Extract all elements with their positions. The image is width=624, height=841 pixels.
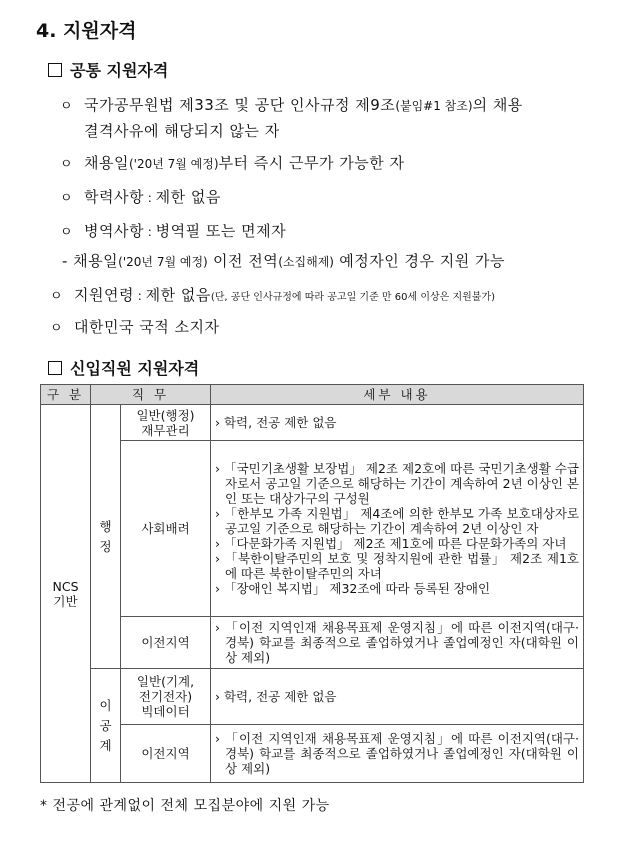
checkbox-square-icon (48, 361, 62, 375)
detail-cell: › 「이전 지역인재 채용목표제 운영지침」에 따른 이전지역(대구·경북) 학교를 최종적으로 졸업하였거나 졸업예정인 자(대학원 이상 제외) (211, 725, 584, 783)
section-title: 4. 지원자격 (36, 20, 137, 42)
newhire-heading: 신입직원 지원자격 (48, 356, 199, 379)
detail-cell: › 학력, 전공 제한 없음 (211, 405, 584, 441)
detail-cell: › 「이전 지역인재 채용목표제 운영지침」에 따른 이전지역(대구·경북) 학교를 최종적으로 졸업하였거나 졸업예정인 자(대학원 이상 제외) (211, 617, 584, 669)
detail-arrow-icon: › (215, 551, 225, 566)
job-cell: 이전지역 (121, 725, 211, 783)
detail-arrow-icon: › (215, 581, 224, 596)
detail-arrow-icon: › (215, 689, 224, 704)
header-job: 직 무 (91, 385, 211, 405)
common-item-age: ㅇ 지원연령 : 제한 없음(단, 공단 인사규정에 따라 공고일 기준 만 60세 이상은 지원불가) (50, 286, 496, 304)
job-cell: 일반(행정) 재무관리 (121, 405, 211, 441)
common-item-3: ㅇ 학력사항 : 제한 없음 (60, 188, 221, 206)
common-item-4: ㅇ 병역사항 : 병역필 또는 면제자 (60, 222, 287, 240)
detail-arrow-icon: › (215, 506, 225, 521)
footnote: * 전공에 관계없이 전체 모집분야에 지원 가능 (40, 798, 330, 814)
subgroup-admin: 행 정 (91, 405, 121, 669)
checkbox-square-icon (48, 63, 62, 77)
common-item-1-line2: 결격사유에 해당되지 않는 자 (84, 122, 280, 140)
circle-bullet-icon: ㅇ (50, 321, 64, 336)
common-item-nationality: ㅇ 대한민국 국적 소지자 (50, 318, 220, 336)
common-sub-item: - 채용일('20년 7월 예정) 이전 전역(소집해제) 예정자인 경우 지원 가능 (62, 252, 505, 270)
subgroup-engineering: 이 공 계 (91, 669, 121, 783)
circle-bullet-icon: ㅇ (60, 157, 74, 172)
detail-arrow-icon: › (215, 415, 224, 430)
detail-arrow-icon: › (215, 461, 225, 476)
qualification-table (40, 384, 584, 783)
detail-cell: › 학력, 전공 제한 없음 (211, 669, 584, 725)
group-ncs: NCS 기반 (41, 405, 91, 783)
circle-bullet-icon: ㅇ (60, 99, 74, 114)
header-category: 구 분 (41, 385, 91, 405)
detail-arrow-icon: › (215, 731, 226, 746)
common-item-1: ㅇ 국가공무원법 제33조 및 공단 인사규정 제9조(붙임#1 참조)의 채용 (60, 96, 523, 114)
job-cell: 이전지역 (121, 617, 211, 669)
job-cell: 일반(기계, 전기전자) 빅데이터 (121, 669, 211, 725)
header-details: 세부 내용 (211, 385, 584, 405)
circle-bullet-icon: ㅇ (60, 191, 74, 206)
circle-bullet-icon: ㅇ (60, 225, 74, 240)
circle-bullet-icon: ㅇ (50, 289, 64, 304)
detail-arrow-icon: › (215, 536, 224, 551)
detail-cell: › 「국민기초생활 보장법」 제2조 제2호에 따른 국민기초생활 수급자로서 공고일 기준으로 해당하는 기간이 계속하여 2년 이상인 본인 또는 대상가구의 구성원 › 「한부모 가족 지원법」 제4조에 의한 한부모 가족 보호대상자로 공고일 기준으로 해당하는 기간이 계속하여 2년 이상인 자 › 「다문화가족 지원법」 제2조 제1호에 따른 다문화가족의 자녀 › 「북한이탈주민의 보호 및 정착지원에 관한 법률」 제2조 제1호에 따른 북한이탈주민의 자녀 › 「장애인 복지법」 제32조에 따라 등록된 장애인 (211, 441, 584, 617)
common-heading: 공통 지원자격 (48, 58, 168, 81)
job-cell: 사회배려 (121, 441, 211, 617)
detail-arrow-icon: › (215, 620, 226, 635)
common-item-2: ㅇ 채용일('20년 7월 예정)부터 즉시 근무가 가능한 자 (60, 154, 405, 172)
